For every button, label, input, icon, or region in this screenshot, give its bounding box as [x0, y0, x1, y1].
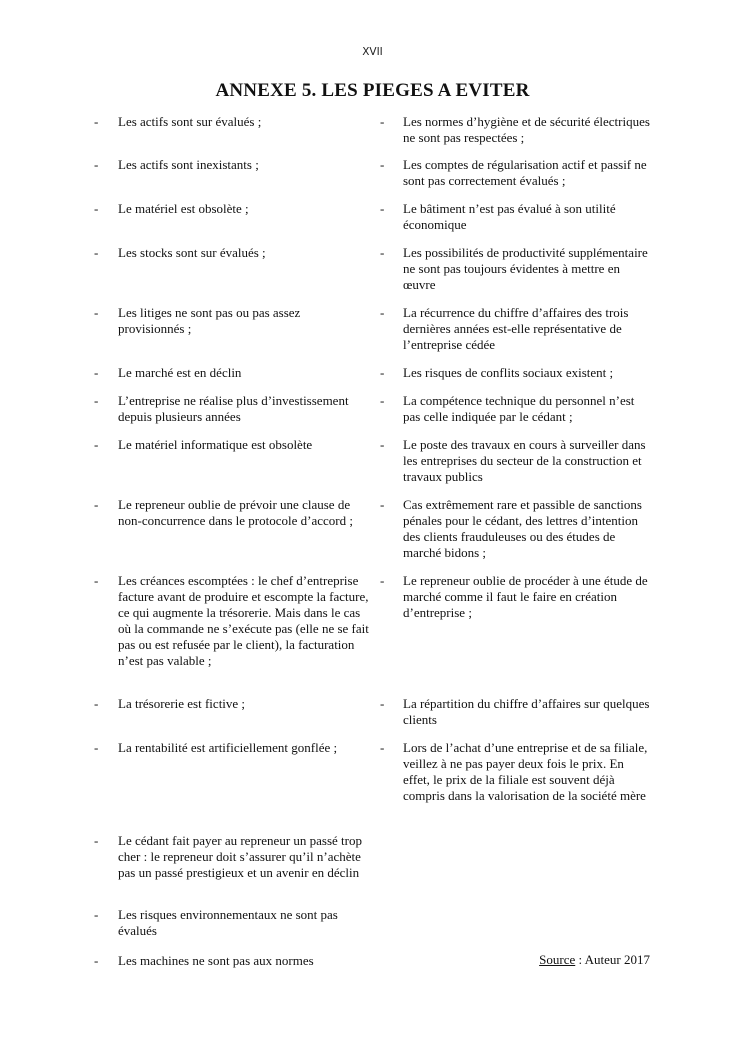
left-item-text: Les actifs sont sur évalués ;	[118, 114, 262, 129]
left-item-text: Le repreneur oublie de prévoir une clause de non-concurrence dans le protocole d’accord ;	[118, 497, 353, 528]
bullet-dash: -	[94, 437, 99, 452]
left-item-text: Les stocks sont sur évalués ;	[118, 245, 266, 260]
left-item	[94, 365, 369, 381]
left-item	[94, 953, 369, 969]
right-item-text: Les normes d’hygiène et de sécurité électriques ne sont pas respectées ;	[403, 114, 650, 145]
right-item	[380, 245, 652, 293]
right-item-text: La récurrence du chiffre d’affaires des trois dernières années est-elle représentative de l’entreprise cédée	[403, 305, 629, 352]
right-item	[380, 573, 652, 621]
left-item-text: Les risques environnementaux ne sont pas évalués	[118, 907, 338, 938]
bullet-dash: -	[94, 245, 99, 260]
left-item-text: Les créances escomptées : le chef d’entreprise facture avant de produire et escompte la facture, ce qui augmente la trésorerie. Mais dans le cas où la commande ne s’exécute pas (elle ne se fait pas ou est refusée par le client), la facturation n’est pas valable ;	[118, 573, 369, 668]
left-item	[94, 305, 369, 337]
bullet-dash: -	[380, 393, 385, 408]
right-item	[380, 365, 652, 381]
left-item	[94, 393, 369, 425]
bullet-dash: -	[94, 305, 99, 320]
right-item	[380, 497, 652, 561]
left-item	[94, 157, 369, 173]
left-item-text: La rentabilité est artificiellement gonflée ;	[118, 740, 338, 755]
left-item-text: Le matériel est obsolète ;	[118, 201, 249, 216]
bullet-dash: -	[94, 497, 99, 512]
left-item-text: L’entreprise ne réalise plus d’investissement depuis plusieurs années	[118, 393, 349, 424]
left-item	[94, 573, 369, 669]
bullet-dash: -	[94, 201, 99, 216]
bullet-dash: -	[380, 437, 385, 452]
right-item-text: Le repreneur oublie de procéder à une étude de marché comme il faut le faire en création d’entreprise ;	[403, 573, 648, 620]
bullet-dash: -	[94, 953, 99, 968]
right-item-text: La compétence technique du personnel n’est pas celle indiquée par le cédant ;	[403, 393, 635, 424]
bullet-dash: -	[94, 365, 99, 380]
right-item	[380, 305, 652, 353]
bullet-dash: -	[380, 201, 385, 216]
source-label: Source	[539, 952, 576, 967]
bullet-dash: -	[380, 245, 385, 260]
right-item	[380, 740, 652, 804]
left-item-text: Les machines ne sont pas aux normes	[118, 953, 314, 968]
right-item	[380, 696, 652, 728]
bullet-dash: -	[380, 573, 385, 588]
right-item-text: Les comptes de régularisation actif et passif ne sont pas correctement évalués ;	[403, 157, 647, 188]
right-item-text: Les possibilités de productivité supplémentaire ne sont pas toujours évidentes à mettre en œuvre	[403, 245, 648, 292]
right-item-text: Le poste des travaux en cours à surveiller dans les entreprises du secteur de la construction et travaux publics	[403, 437, 646, 484]
bullet-dash: -	[380, 114, 385, 129]
left-item	[94, 497, 369, 529]
left-item-text: Le cédant fait payer au repreneur un passé trop cher : le repreneur doit s’assurer qu’il n’achète pas un passé prestigieux et un avenir en déclin	[118, 833, 362, 880]
left-item-text: La trésorerie est fictive ;	[118, 696, 246, 711]
right-item-text: Cas extrêmement rare et passible de sanctions pénales pour le cédant, des lettres d’intention des clients frauduleuses ou des études de marché bidons ;	[403, 497, 642, 560]
right-item-text: Le bâtiment n’est pas évalué à son utilité économique	[403, 201, 616, 232]
left-item	[94, 201, 369, 217]
source-note	[460, 952, 650, 968]
bullet-dash: -	[94, 114, 99, 129]
left-item	[94, 907, 369, 939]
right-item	[380, 437, 652, 485]
right-item-text: La répartition du chiffre d’affaires sur quelques clients	[403, 696, 650, 727]
right-item	[380, 201, 652, 233]
source-text: : Auteur 2017	[575, 952, 650, 967]
bullet-dash: -	[380, 740, 385, 755]
left-item-text: Les litiges ne sont pas ou pas assez provisionnés ;	[118, 305, 301, 336]
bullet-dash: -	[380, 305, 385, 320]
page-number: XVII	[362, 46, 383, 58]
right-item	[380, 157, 652, 189]
right-item	[380, 393, 652, 425]
bullet-dash: -	[94, 740, 99, 755]
left-item	[94, 696, 369, 712]
right-item	[380, 114, 652, 146]
bullet-dash: -	[380, 157, 385, 172]
bullet-dash: -	[380, 365, 385, 380]
right-item-text: Les risques de conflits sociaux existent ;	[403, 365, 614, 380]
bullet-dash: -	[94, 393, 99, 408]
left-item	[94, 245, 369, 261]
annex-title: ANNEXE 5. LES PIEGES A EVITER	[215, 80, 530, 101]
bullet-dash: -	[94, 157, 99, 172]
bullet-dash: -	[94, 833, 99, 848]
left-item	[94, 437, 369, 453]
left-item	[94, 114, 369, 130]
left-item-text: Le marché est en déclin	[118, 365, 242, 380]
bullet-dash: -	[94, 573, 99, 588]
left-item-text: Le matériel informatique est obsolète	[118, 437, 313, 452]
bullet-dash: -	[380, 497, 385, 512]
left-item	[94, 833, 369, 881]
right-item-text: Lors de l’achat d’une entreprise et de sa filiale, veillez à ne pas payer deux fois le prix. En effet, le prix de la filiale est souvent déjà compris dans la valorisation de la société mère	[403, 740, 648, 803]
left-item-text: Les actifs sont inexistants ;	[118, 157, 259, 172]
bullet-dash: -	[94, 907, 99, 922]
bullet-dash: -	[380, 696, 385, 711]
left-item	[94, 740, 369, 756]
bullet-dash: -	[94, 696, 99, 711]
